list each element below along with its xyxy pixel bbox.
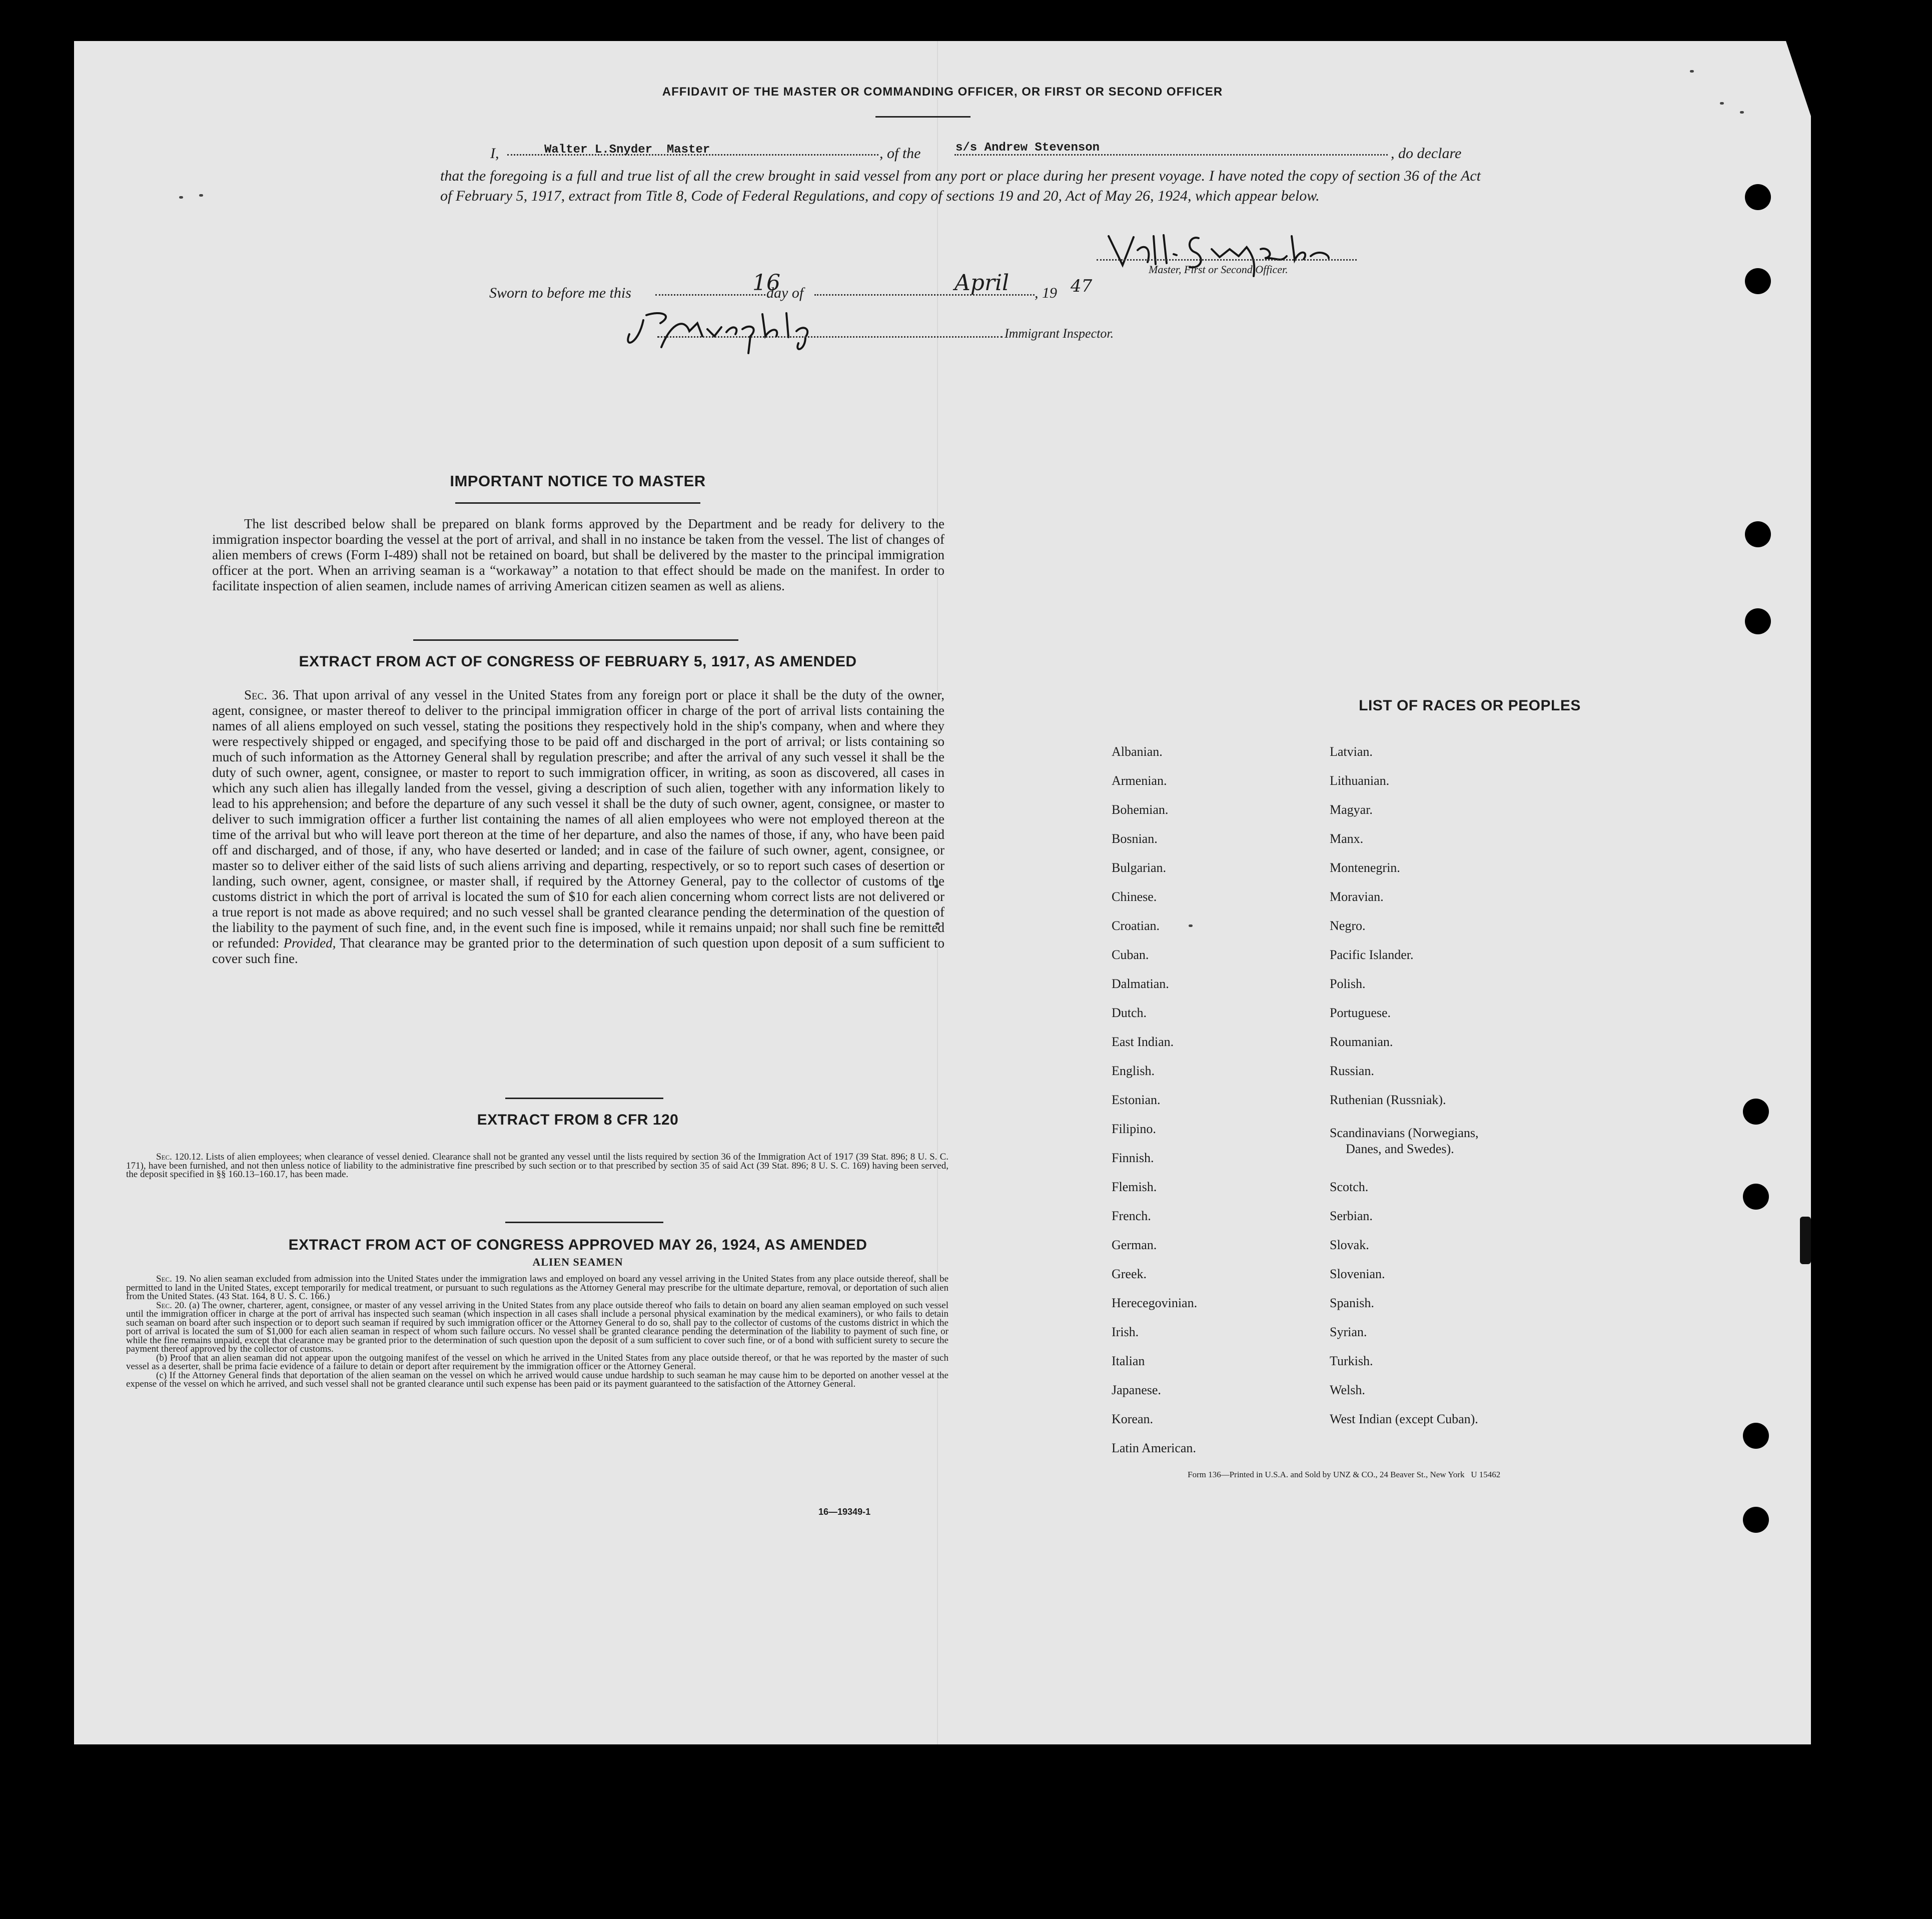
sec-20c-paragraph: (c) If the Attorney General finds that deportation of the alien seaman on the vessel on which he arrived would cause undue hardship to such seaman he may cause him to be deported on another vessel at the expense of the vessel on which he arrived, and such vessel shall not be granted clearance until such expense has been paid or its payment guaranteed to the satisfaction of the Attorney General. xyxy=(126,1370,948,1389)
sec-20a-paragraph xyxy=(126,1301,948,1354)
year-prefix: , 19 xyxy=(1035,285,1057,301)
race-right-item: Moravian. xyxy=(1330,889,1384,904)
punch-hole xyxy=(1745,608,1771,634)
affidavit-body: that the foregoing is a full and true list of all the crew brought in said vessel from any port or place during her present voyage. I have noted the copy of section 36 of the Act of February 5, 1917, extract from Title 8, Code of Federal Regulations, and copy of sections 19 and 20, Act of May 26, 1924, which appear below. xyxy=(440,168,1481,204)
race-right-item: Pacific Islander. xyxy=(1330,947,1414,962)
proviso-label: Provided, xyxy=(283,935,336,950)
extract-1924-title: EXTRACT FROM ACT OF CONGRESS APPROVED MAY 26, 1924, AS AMENDED xyxy=(288,1237,867,1253)
race-left-item: Japanese. xyxy=(1112,1383,1161,1397)
sec-19-label: Sec. 19. xyxy=(156,1274,187,1284)
sec-19-paragraph xyxy=(126,1275,948,1301)
sworn-day-line xyxy=(655,294,765,296)
race-right-item: Syrian. xyxy=(1330,1325,1367,1339)
notice-rule xyxy=(413,639,738,641)
race-left-item: German. xyxy=(1112,1238,1157,1252)
race-left-item: Chinese. xyxy=(1112,889,1157,904)
sworn-day: 16 xyxy=(752,270,780,296)
sec-120-text: Lists of alien employees; when clearance of vessel denied. Clearance shall not be granted any vessel until the lists required by section 36 of the Immigration Act of 1917 (39 Stat. 896; 8 U. S. C. 171), have been furnished, and not then unless notice of liability to the administrative fine prescribed by such section or to that prescribed by section 35 of said Act (39 Stat. 896; 8 U. S. C. 169) having been served, the deposit specified in §§ 160.13–160.17, has been made. xyxy=(126,1152,948,1180)
year-suffix: 47 xyxy=(1071,276,1093,296)
race-left-item: Filipino. xyxy=(1112,1122,1156,1136)
affidavit-line1-prefix: I, xyxy=(490,145,499,162)
extract-1924-block xyxy=(126,1275,948,1389)
race-right-item: Spanish. xyxy=(1330,1296,1374,1310)
extract-cfr-title: EXTRACT FROM 8 CFR 120 xyxy=(477,1112,679,1128)
race-left-item: Latin American. xyxy=(1112,1441,1196,1455)
race-right-item: Montenegrin. xyxy=(1330,860,1400,875)
alien-seamen-subtitle: ALIEN SEAMEN xyxy=(532,1256,623,1268)
sec-36-label: Sec. 36. xyxy=(244,687,289,702)
affidavit-heading: AFFIDAVIT OF THE MASTER OR COMMANDING OFFICER, OR FIRST OR SECOND OFFICER xyxy=(662,85,1223,99)
race-left-item: English. xyxy=(1112,1064,1155,1078)
extract-1917-paragraph xyxy=(212,687,944,967)
race-right-item: Slovak. xyxy=(1330,1238,1369,1252)
proviso-text: That clearance may be granted prior to the determination of such question upon deposit of a sum sufficient to cover such fine. xyxy=(212,935,945,966)
sec-19-text: No alien seaman excluded from admission into the United States under the immigration laws and employed on board any vessel arriving in the United States from any place outside thereof, shall be permitted to land in the United States, except temporarily for medical treatment, or pursuant to such regulations as the Attorney General may prescribe for the ultimate departure, removal, or deportation of such alien from the United States. (43 Stat. 164, 8 U. S. C. 166.) xyxy=(126,1274,948,1302)
printer-footer: Form 136—Printed in U.S.A. and Sold by UNZ & CO., 24 Beaver St., New York U 15462 xyxy=(1188,1470,1501,1479)
race-left-item: Bohemian. xyxy=(1112,802,1169,817)
race-left-item: Croatian. xyxy=(1112,918,1160,933)
smudge-mark xyxy=(1189,924,1193,927)
notice-title-rule xyxy=(455,502,700,504)
smudge-mark xyxy=(179,196,183,199)
smudge-mark xyxy=(199,194,203,197)
race-left-item: Irish. xyxy=(1112,1325,1139,1339)
race-left-item: French. xyxy=(1112,1209,1151,1223)
race-left-item: Bosnian. xyxy=(1112,831,1158,846)
race-left-item: Bulgarian. xyxy=(1112,860,1167,875)
race-right-item: Latvian. xyxy=(1330,744,1373,759)
smudge-mark xyxy=(1690,70,1694,73)
race-right-item: Lithuanian. xyxy=(1330,773,1390,788)
race-left-item: East Indian. xyxy=(1112,1035,1174,1049)
race-right-item: Polish. xyxy=(1330,977,1366,991)
sec-20b-paragraph: (b) Proof that an alien seaman did not appear upon the outgoing manifest of the vessel on which he arrived in the United States from any place outside thereof, or that he was reported by the master of such vessel as a deserter, shall be prima facie evidence of a failure to detain or deport after requirement by the immigration officer or the Attorney General. xyxy=(126,1352,948,1372)
notice-text: The list described below shall be prepared on blank forms approved by the Department and be ready for delivery to the immigration inspector boarding the vessel at the port of arrival, and shall in no instance be taken from the vessel. The list of changes of alien members of crews (Form I-489) shall not be retained on board, but shall be delivered by the master to the principal immigration officer at the port. When an arriving seaman is a “workaway” a notation to that effect should be made on the manifest. In order to facilitate inspection of alien seamen, include names of arriving American citizen seamen as well as aliens. xyxy=(212,516,944,593)
heading-rule xyxy=(875,116,971,118)
race-left-item: Dalmatian. xyxy=(1112,977,1169,991)
race-left-item: Italian xyxy=(1112,1354,1145,1368)
race-right-item: Welsh. xyxy=(1330,1383,1365,1397)
race-right-item: Ruthenian (Russniak). xyxy=(1330,1093,1446,1107)
race-left-item: Flemish. xyxy=(1112,1180,1157,1194)
race-right-item: Magyar. xyxy=(1330,802,1373,817)
inspector-signature xyxy=(619,301,879,356)
punch-hole xyxy=(1743,1507,1769,1533)
form-code: 16—19349-1 xyxy=(818,1507,871,1517)
sec-20a-text: (a) The owner, charterer, agent, consignee, or master of any vessel arriving in the United States from any place outside thereof who fails to detain on board any alien seaman employed on such vessel until the immigration officer in charge at the port of arrival has inspected such seaman (which inspection in all cases shall include a personal physical examination by the medical examiners), or who fails to detain such seaman on board after such inspection or to deport such seaman if required by such immigration officer or the Attorney General to do so, shall pay to the collector of customs of the customs district in which the port of arrival is located the sum of $1,000 for each alien seaman in respect of whom such failure occurs. No vessel shall be granted clearance pending the determination of the liability to payment of such fine, or while the fine remains unpaid, except that clearance may be granted prior to the determination of such question upon the deposit of a sum sufficient to cover such fine, or of a bond with sufficient surety to secure the payment thereof approved by the collector of customs. xyxy=(126,1300,948,1354)
master-signature-line xyxy=(1097,259,1357,261)
sworn-month: April xyxy=(954,270,1010,296)
signature-caption: Master, First or Second Officer. xyxy=(1149,263,1288,276)
race-left-item: Estonian. xyxy=(1112,1093,1161,1107)
race-right-item: Serbian. xyxy=(1330,1209,1373,1223)
race-left-item: Herecegovinian. xyxy=(1112,1296,1198,1310)
race-right-item: Danes, and Swedes). xyxy=(1346,1142,1454,1156)
race-left-item: Greek. xyxy=(1112,1267,1147,1281)
extract-1917-rule xyxy=(505,1098,663,1099)
do-declare-text: , do declare xyxy=(1391,145,1462,162)
smudge-mark xyxy=(1720,102,1724,105)
punch-hole xyxy=(1743,1184,1769,1210)
of-the-text: , of the xyxy=(879,145,921,162)
extract-cfr-rule xyxy=(505,1222,663,1223)
race-right-item: Manx. xyxy=(1330,831,1364,846)
race-left-item: Korean. xyxy=(1112,1412,1154,1426)
extract-1917-block xyxy=(212,687,944,967)
sworn-prefix: Sworn to before me this xyxy=(489,285,631,301)
inspector-caption: Immigrant Inspector. xyxy=(1005,326,1114,341)
race-right-item: West Indian (except Cuban). xyxy=(1330,1412,1478,1426)
document-page xyxy=(74,41,1811,1744)
day-of-text: day of xyxy=(766,285,804,301)
race-right-item: Scotch. xyxy=(1330,1180,1369,1194)
punch-hole xyxy=(1743,1423,1769,1449)
race-left-item: Armenian. xyxy=(1112,773,1167,788)
race-right-item: Roumanian. xyxy=(1330,1035,1393,1049)
vessel-name: s/s Andrew Stevenson xyxy=(955,141,1100,155)
extract-cfr-block xyxy=(126,1153,948,1179)
smudge-mark xyxy=(1740,111,1744,114)
sec-120-label: Sec. 120.12. xyxy=(156,1152,204,1162)
declarant-name: Walter L.Snyder Master xyxy=(544,143,710,157)
notice-title: IMPORTANT NOTICE TO MASTER xyxy=(450,472,706,490)
races-title: LIST OF RACES OR PEOPLES xyxy=(1359,697,1581,714)
race-right-item: Russian. xyxy=(1330,1064,1374,1078)
inspector-signature-line xyxy=(657,336,1003,338)
sec-36-text: That upon arrival of any vessel in the United States from any foreign port or place it shall be the duty of the owner, agent, consignee, or master thereof to deliver to the principal immigration officer in charge of the port of arrival lists containing the names of all aliens employed on such vessel, stating the positions they respectively hold in the ship's company, when and where they were respectively shipped or engaged, and specifying those to be paid off and discharged in the port of arrival; or lists containing so much of such information as the Attorney General shall by regulation prescribe; and after the arrival of any such vessel it shall be the duty of such owner, agent, consignee, or master to report to such immigration officer, in writing, as soon as discovered, all cases in which any such alien has illegally landed from the vessel, giving a description of such alien, together with any information likely to lead to his apprehension; and before the departure of any such vessel it shall be the duty of such owner, agent, consignee, or master to deliver to such immigration officer a further list containing the names of all alien employees who were not employed thereon at the time of the arrival but who will leave port thereon at the time of her departure, and also the names of those, if any, who have been paid off and discharged, and of those, if any, who have deserted or landed; and in case of the failure of such owner, agent, consignee, or master so to deliver either of the said lists of such aliens arriving and departing, respectively, or so to report such cases of desertion or landing, such owner, agent, consignee, or master shall, if required by the Attorney General, pay to the collector of customs of the customs district in which the port of arrival is located the sum of $10 for each alien concerning whom correct lists are not delivered or a true report is not made as above required; and no such vessel shall be granted clearance pending the determination of the question of the liability to the payment of such fine, and, in the event such fine is imposed, while it remains unpaid; nor shall such fine be remitted or refunded: xyxy=(212,687,944,950)
race-right-item: Slovenian. xyxy=(1330,1267,1385,1281)
punch-hole xyxy=(1745,184,1771,210)
race-left-item: Dutch. xyxy=(1112,1006,1147,1020)
extract-1917-title: EXTRACT FROM ACT OF CONGRESS OF FEBRUARY 5, 1917, AS AMENDED xyxy=(299,653,857,670)
punch-hole xyxy=(1745,268,1771,294)
inspector-signature-drawing xyxy=(619,301,879,356)
race-right-item: Scandinavians (Norwegians, xyxy=(1330,1126,1479,1140)
race-left-item: Albanian. xyxy=(1112,744,1163,759)
race-left-item: Finnish. xyxy=(1112,1151,1154,1165)
race-left-item: Cuban. xyxy=(1112,947,1149,962)
race-right-item: Turkish. xyxy=(1330,1354,1373,1368)
cfr-paragraph xyxy=(126,1153,948,1179)
punch-hole xyxy=(1745,521,1771,547)
race-right-item: Negro. xyxy=(1330,918,1366,933)
notice-block xyxy=(212,516,944,594)
edge-stain xyxy=(1800,1217,1811,1264)
race-right-item: Portuguese. xyxy=(1330,1006,1391,1020)
punch-hole xyxy=(1743,1099,1769,1125)
sec-20-label: Sec. 20. xyxy=(156,1300,187,1311)
